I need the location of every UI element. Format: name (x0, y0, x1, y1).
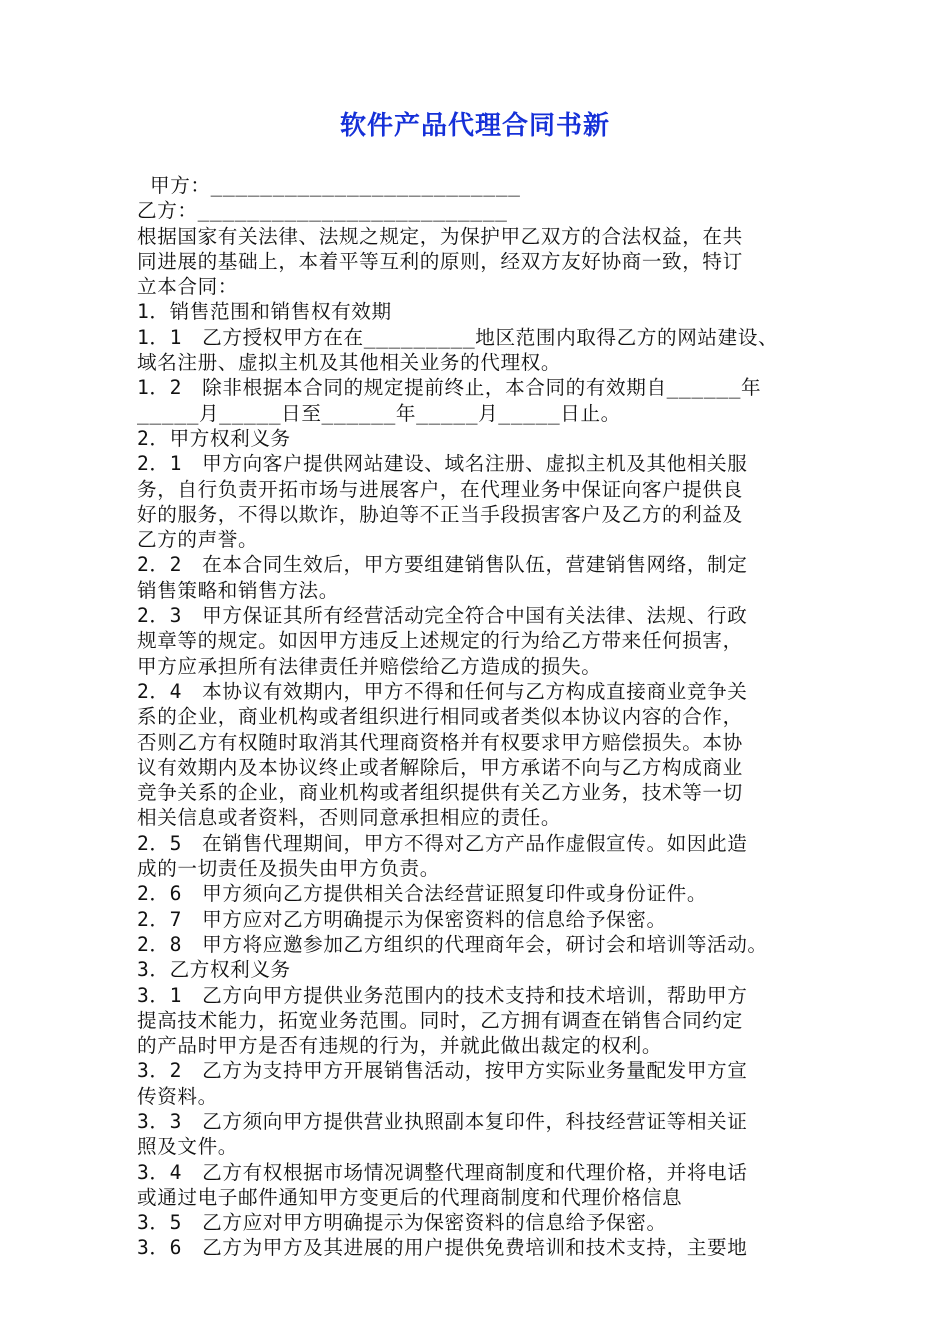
section-heading: 1．销售范围和销售权有效期 (137, 300, 392, 324)
text-line: 乙方的声誉。 (137, 528, 259, 552)
text-line: 传资料。 (137, 1084, 218, 1108)
text-line: 3．4 乙方有权根据市场情况调整代理商制度和代理价格，并将电话 (137, 1160, 748, 1184)
text-line: 1．2 除非根据本合同的规定提前终止，本合同的有效期自______年 (137, 376, 762, 400)
text-line: 系的企业，商业机构或者组织进行相同或者类似本协议内容的合作， (137, 705, 743, 729)
text-line: 规章等的规定。如因甲方违反上述规定的行为给乙方带来任何损害， (137, 629, 743, 653)
text-line: 立本合同： (137, 275, 238, 299)
text-line: 2．3 甲方保证其所有经营活动完全符合中国有关法律、法规、行政 (137, 604, 748, 628)
party-b-line: 乙方：_________________________ (137, 199, 508, 223)
text-line: 2．8 甲方将应邀参加乙方组织的代理商年会，研讨会和培训等活动。 (137, 932, 768, 956)
text-line: 或通过电子邮件通知甲方变更后的代理商制度和代理价格信息 (137, 1185, 683, 1209)
text-line: 域名注册、虚拟主机及其他相关业务的代理权。 (137, 351, 562, 375)
text-line: 2．5 在销售代理期间，甲方不得对乙方产品作虚假宣传。如因此造 (137, 831, 748, 855)
text-line: 成的一切责任及损失由甲方负责。 (137, 857, 440, 881)
section-heading: 3．乙方权利义务 (137, 958, 291, 982)
contract-body (137, 173, 837, 1261)
text-line: 照及文件。 (137, 1135, 238, 1159)
text-line: 否则乙方有权随时取消其代理商资格并有权要求甲方赔偿损失。本协 (137, 730, 743, 754)
text-line: 3．6 乙方为甲方及其进展的用户提供免费培训和技术支持，主要地 (137, 1236, 748, 1260)
text-line: 的产品时甲方是否有违规的行为，并就此做出裁定的权利。 (137, 1034, 663, 1058)
text-line: 务，自行负责开拓市场与进展客户，在代理业务中保证向客户提供良 (137, 477, 743, 501)
text-line: 2．1 甲方向客户提供网站建设、域名注册、虚拟主机及其他相关服 (137, 452, 748, 476)
text-line: 根据国家有关法律、法规之规定，为保护甲乙双方的合法权益，在共 (137, 224, 743, 248)
text-line: 甲方应承担所有法律责任并赔偿给乙方造成的损失。 (137, 654, 602, 678)
text-line: 议有效期内及本协议终止或者解除后，甲方承诺不向与乙方构成商业 (137, 755, 743, 779)
text-line: 销售策略和销售方法。 (137, 578, 339, 602)
text-line: 竞争关系的企业，商业机构或者组织提供有关乙方业务，技术等一切 (137, 781, 743, 805)
text-line: 1．1 乙方授权甲方在在_________地区范围内取得乙方的网站建设、 (137, 325, 779, 349)
section-heading: 2．甲方权利义务 (137, 426, 291, 450)
text-line: 同进展的基础上，本着平等互利的原则，经双方友好协商一致，特订 (137, 249, 743, 273)
text-line: 2．4 本协议有效期内，甲方不得和任何与乙方构成直接商业竞争关 (137, 679, 748, 703)
text-line: 好的服务，不得以欺诈，胁迫等不正当手段损害客户及乙方的利益及 (137, 502, 743, 526)
text-line: 2．7 甲方应对乙方明确提示为保密资料的信息给予保密。 (137, 907, 667, 931)
text-line: 3．1 乙方向甲方提供业务范围内的技术支持和技术培训，帮助甲方 (137, 983, 748, 1007)
text-line: 3．5 乙方应对甲方明确提示为保密资料的信息给予保密。 (137, 1211, 667, 1235)
text-line: 2．2 在本合同生效后，甲方要组建销售队伍，营建销售网络，制定 (137, 553, 748, 577)
party-a-line: 甲方：_________________________ (150, 174, 521, 197)
document-title: 软件产品代理合同书新 (339, 111, 610, 141)
text-line: _____月_____日至______年_____月_____日止。 (137, 401, 621, 425)
text-line: 3．2 乙方为支持甲方开展销售活动，按甲方实际业务量配发甲方宣 (137, 1059, 748, 1083)
text-line: 3．3 乙方须向甲方提供营业执照副本复印件，科技经营证等相关证 (137, 1109, 748, 1133)
text-line: 相关信息或者资料，否则同意承担相应的责任。 (137, 806, 562, 830)
text-line: 提高技术能力，拓宽业务范围。同时，乙方拥有调查在销售合同约定 (137, 1008, 743, 1032)
text-line: 2．6 甲方须向乙方提供相关合法经营证照复印件或身份证件。 (137, 882, 708, 906)
